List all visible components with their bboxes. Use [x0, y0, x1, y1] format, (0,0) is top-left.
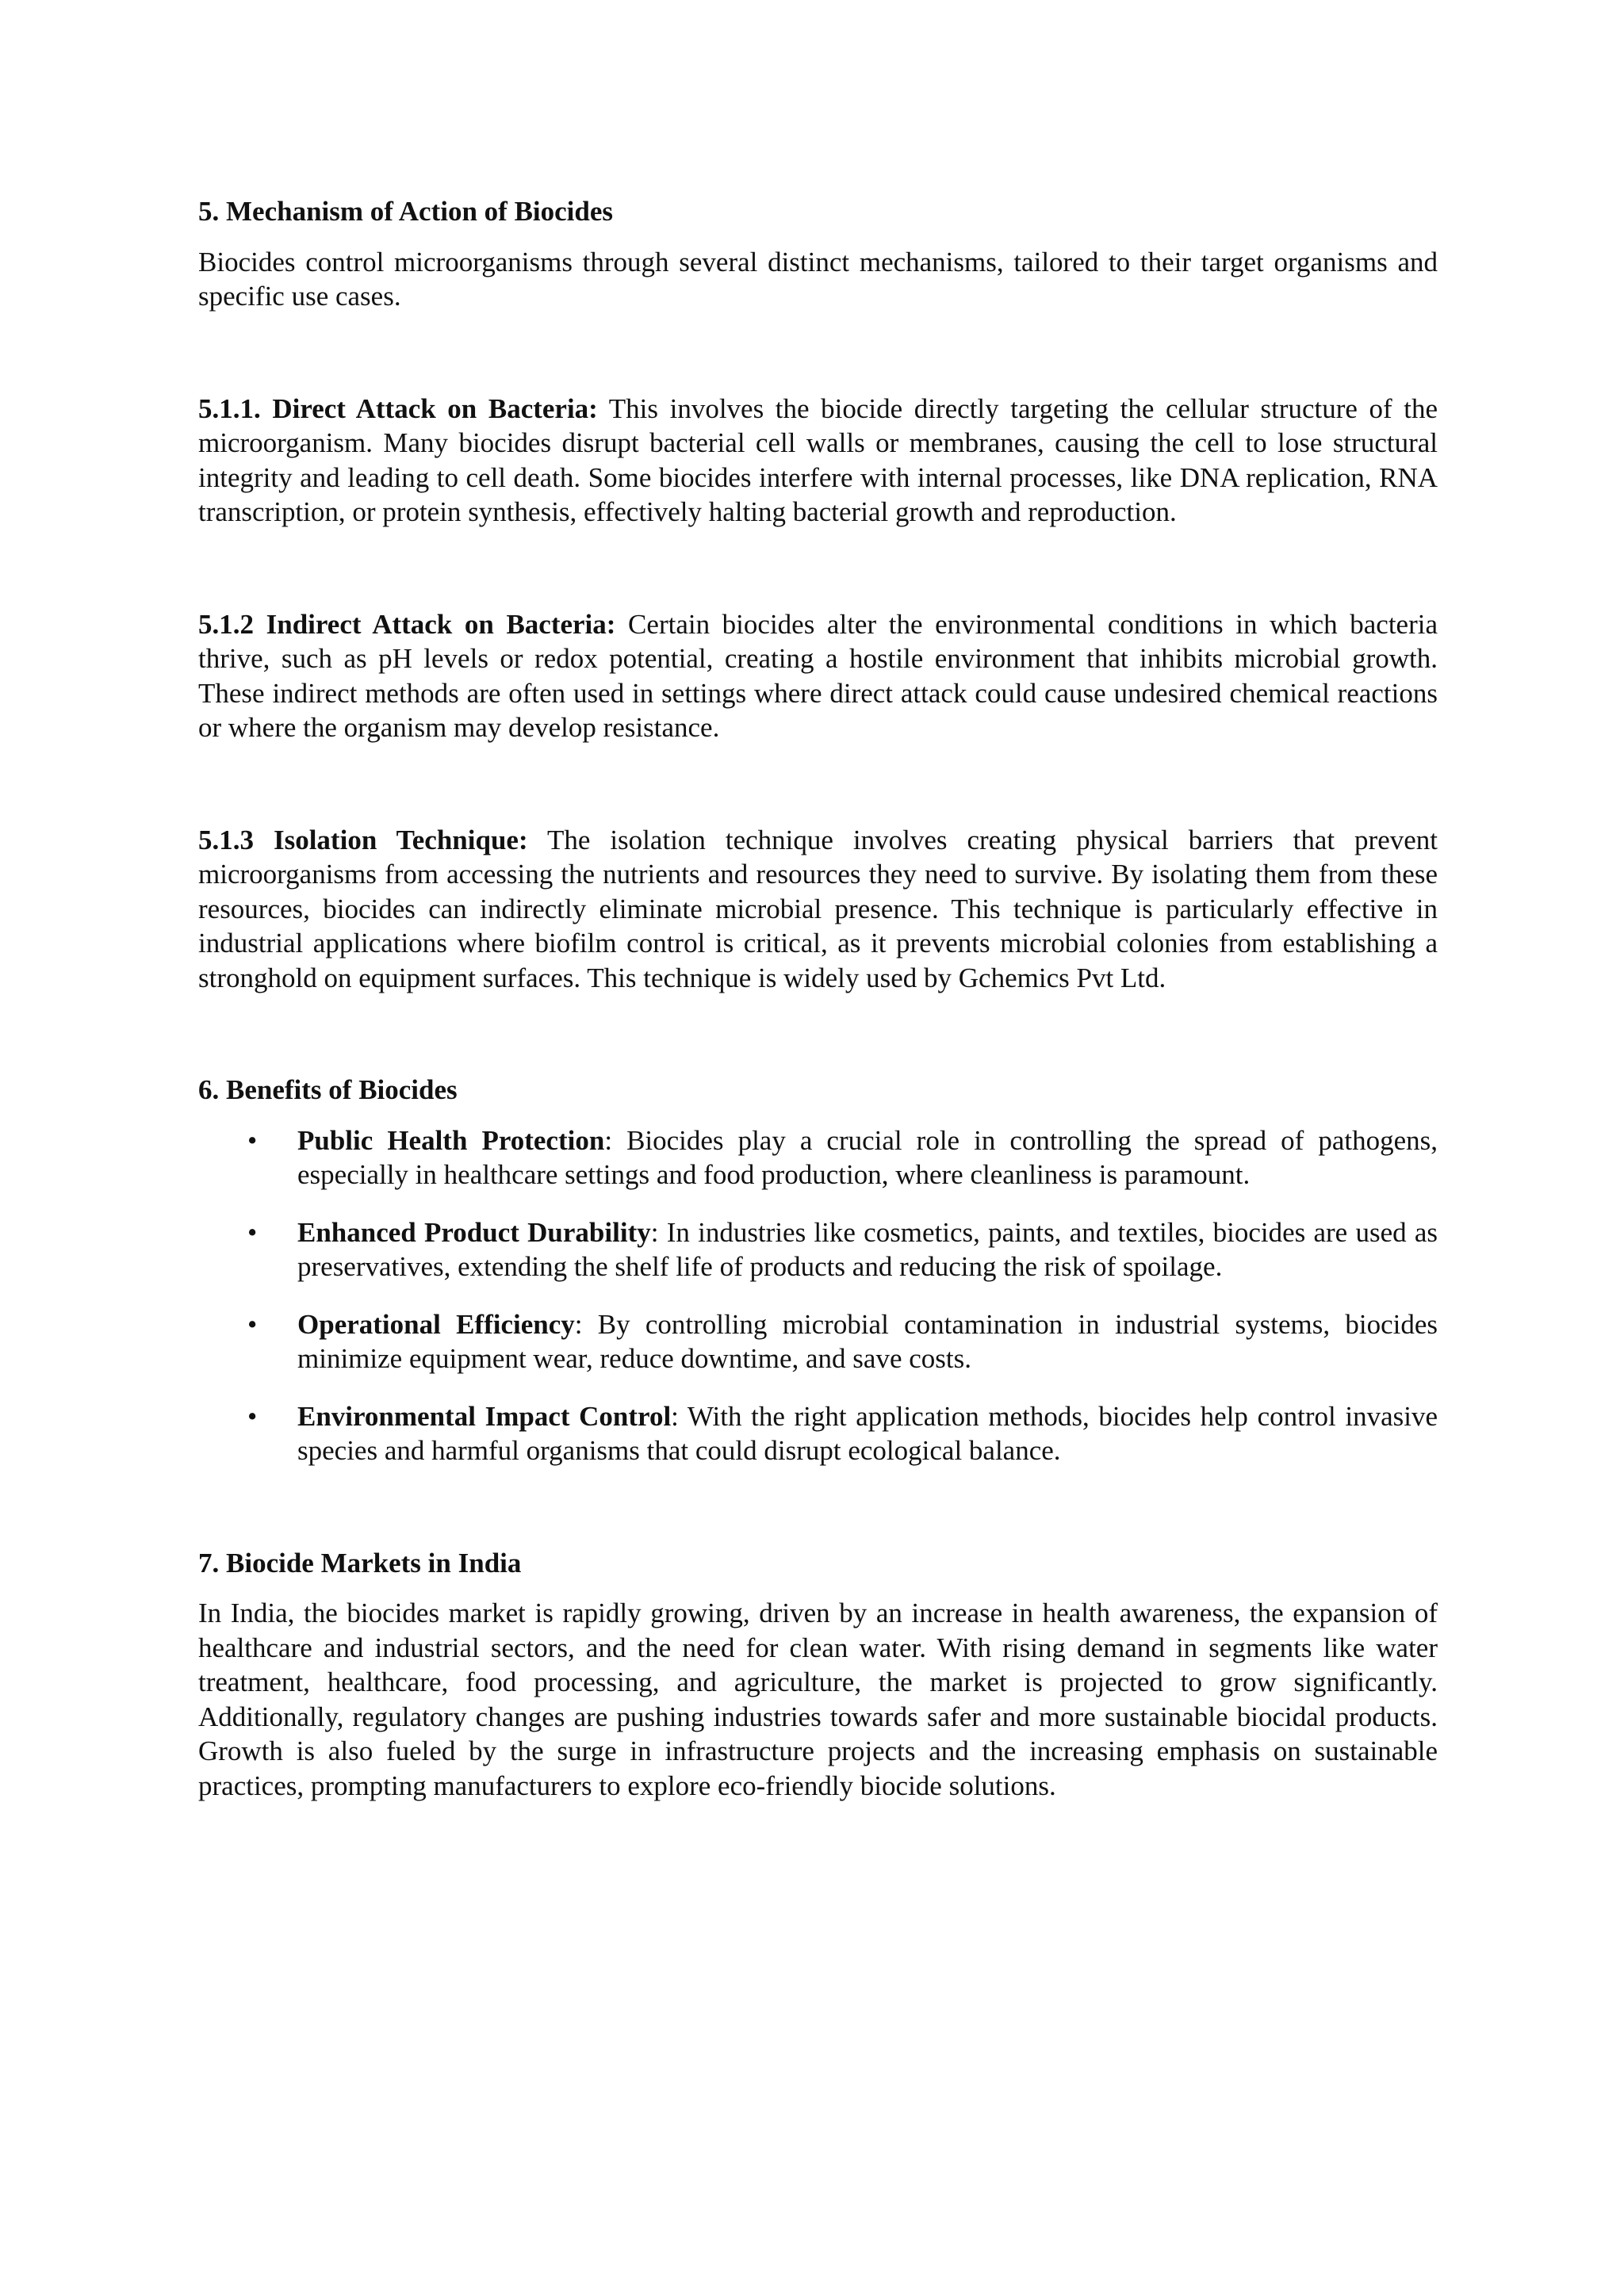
benefit-term: Operational Efficiency — [297, 1308, 575, 1340]
benefit-term: Enhanced Product Durability — [297, 1216, 651, 1248]
list-item — [198, 1399, 1438, 1468]
section-7-text: In India, the biocides market is rapidly growing, driven by an increase in health awareness, the expansion of healthcare and industrial sectors, and the need for clean water. With rising demand in segments like water treatment, healthcare, food processing, and agriculture, the market is projected to grow significantly. Additionally, regulatory changes are pushing industries towards safer and more sustainable biocidal products. Growth is also fueled by the surge in infrastructure projects and the increasing emphasis on sustainable practices, prompting manufacturers to explore eco-friendly biocide solutions. — [198, 1598, 1438, 1801]
benefit-text: : In industries like cosmetics, paints, and textiles, biocides are used as preservatives, extending the shelf life of products and reducing the risk of spoilage. — [297, 1216, 1438, 1282]
benefit-term: Environmental Impact Control — [297, 1400, 672, 1432]
list-item — [198, 1307, 1438, 1376]
subsection-5-1-1-title: 5.1.1. Direct Attack on Bacteria: — [198, 392, 598, 424]
section-6-heading: 6. Benefits of Biocides — [198, 1074, 458, 1105]
section-7-heading: 7. Biocide Markets in India — [198, 1547, 522, 1578]
benefit-text: : By controlling microbial contamination in industrial systems, biocides minimize equipment wear, reduce downtime, and save costs. — [297, 1308, 1438, 1374]
section-5-intro: Biocides control microorganisms through several distinct mechanisms, tailored to their target organisms and specific use cases. — [198, 246, 1438, 312]
benefits-list — [198, 1123, 1438, 1468]
subsection-5-1-3-title: 5.1.3 Isolation Technique: — [198, 824, 528, 855]
subsection-5-1-3-text: The isolation technique involves creating physical barriers that prevent microorganisms from accessing the nutrients and resources they need to survive. By isolating them from these resources, biocides can indirectly eliminate microbial presence. This technique is particularly effective in industrial applications where biofilm control is critical, as it prevents microbial colonies from establishing a stronghold on equipment surfaces. This technique is widely used by Gchemics Pvt Ltd. — [198, 824, 1438, 993]
bullet-icon: • — [247, 1216, 258, 1248]
section-5-heading: 5. Mechanism of Action of Biocides — [198, 196, 614, 227]
list-item — [198, 1123, 1438, 1192]
subsection-5-1-2-title: 5.1.2 Indirect Attack on Bacteria: — [198, 608, 616, 640]
bullet-icon: • — [247, 1308, 258, 1340]
subsection-5-1-2-text: Certain biocides alter the environmental conditions in which bacteria thrive, such as pH levels or redox potential, creating a hostile environment that inhibits microbial growth. These indirect methods are often used in settings where direct attack could cause undesired chemical reactions or where the organism may develop resistance. — [198, 608, 1438, 743]
benefit-term: Public Health Protection — [297, 1124, 605, 1156]
subsection-5-1-3 — [198, 823, 1438, 996]
benefit-text: : Biocides play a crucial role in controlling the spread of pathogens, especially in healthcare settings and food production, where cleanliness is paramount. — [297, 1124, 1438, 1190]
subsection-5-1-1 — [198, 392, 1438, 530]
subsection-5-1-2 — [198, 607, 1438, 745]
subsection-5-1-1-text: This involves the biocide directly targeting the cellular structure of the microorganism. Many biocides disrupt bacterial cell walls or membranes, causing the cell to lose structural integrity and leading to cell death. Some biocides interfere with internal processes, like DNA replication, RNA transcription, or protein synthesis, effectively halting bacterial growth and reproduction. — [198, 392, 1438, 527]
document-page — [198, 194, 1438, 1803]
bullet-icon: • — [247, 1124, 258, 1156]
benefit-text: : With the right application methods, biocides help control invasive species and harmful organisms that could disrupt ecological balance. — [297, 1400, 1438, 1466]
bullet-icon: • — [247, 1400, 258, 1432]
list-item — [198, 1215, 1438, 1284]
